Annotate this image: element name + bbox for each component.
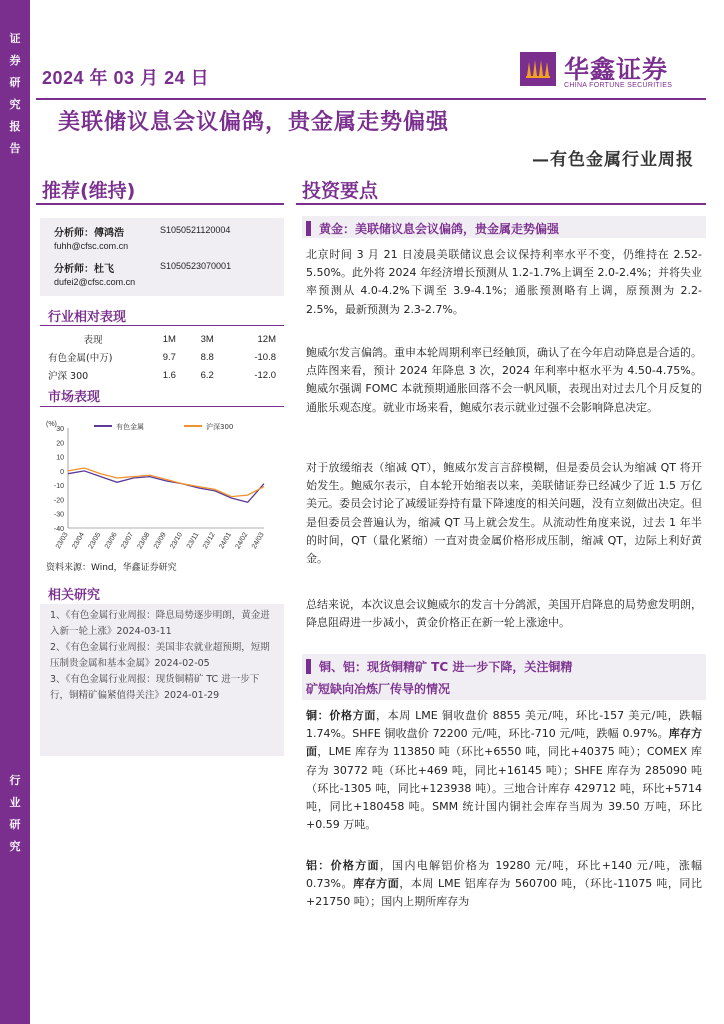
header-rule: [36, 98, 706, 100]
x-tick-label: 23/11: [185, 531, 201, 550]
table-cell: -12.0: [254, 369, 276, 381]
aluminum-stock-text: ，本周 LME 铝库存为 560700 吨，（环比-11075 吨，同比+21750 吨）；国内上期所库存为: [306, 877, 702, 909]
table-cell: 1.6: [162, 369, 176, 381]
related-item[interactable]: 2、《有色金属行业周报：美国非农就业超预期，短期压制贵金属和基本金属》2024-02-05: [50, 642, 270, 669]
related-heading: 相关研究: [48, 588, 101, 603]
report-title: 美联储议息会议偏鸽，贵金属走势偏强: [58, 110, 450, 135]
y-tick-label: 10: [56, 454, 64, 462]
table-cell: -10.8: [254, 351, 276, 363]
table-header: 表现: [83, 335, 103, 346]
table-cell: 沪深 300: [48, 371, 89, 382]
logo-text-cn: 华鑫证券: [564, 55, 669, 84]
legend-label: 有色金属: [116, 423, 144, 431]
x-tick-label: 23/08: [136, 531, 152, 551]
related-box: [40, 604, 284, 756]
y-tick-label: -40: [53, 526, 64, 533]
logo-mark-icon: [520, 52, 556, 86]
gold-paragraph: 总结来说，本次议息会议鲍威尔的发言十分鸽派，美国开启降息的局势愈发明朗，降息阻碍进一步减小，黄金价格正在新一轮上涨途中。: [306, 598, 702, 630]
aluminum-price-text: ，国内电解铝价格为 19280 元/吨，环比+140 元/吨，涨幅 0.73%。: [306, 859, 703, 891]
table-cell: 有色金属(中万): [48, 353, 113, 364]
copper-heading-line2: 矿短缺向冶炼厂传导的情况: [306, 682, 451, 696]
series-line-1: [68, 471, 264, 502]
copper-heading: [306, 658, 572, 675]
x-tick-label: 23/07: [120, 531, 136, 551]
report-date: 2024 年 03 月 24 日: [42, 68, 210, 88]
stock-label: 库存方面: [306, 727, 702, 759]
table-header: 3M: [200, 333, 214, 345]
analyst-email[interactable]: dufei2@cfsc.com.cn: [54, 277, 136, 287]
table-row: [48, 366, 276, 384]
y-tick-label: -30: [53, 511, 64, 519]
y-tick-label: -10: [53, 483, 64, 491]
x-tick-label: 24/01: [218, 531, 234, 551]
y-tick-label: 30: [56, 426, 64, 433]
report-subtitle: —有色金属行业周报: [532, 150, 694, 170]
section-bar: [306, 659, 311, 674]
perf-table: [48, 330, 276, 384]
related-item[interactable]: 1、《有色金属行业周报：降息局势逐步明朗，黄金进入新一轮上涨》2024-03-11: [50, 610, 270, 637]
x-tick-label: 23/05: [87, 531, 103, 551]
price-label: 价格方面: [330, 859, 380, 872]
gold-paragraph: 鲍威尔发言偏鸽。重申本轮周期利率已经触顶，确认了在今年启动降息是合适的。点阵图来看，预计 2024 年降息 3 次，2024 年利率中枢水平为 4.50-4.75%。鲍威尔强调 FOMC 本就预期通胀回落不会一帆风顺，表现出对过去几个月反复的通胀乐观态度。就业市场来看，鲍威尔表示就业过强不会影响降息决定。: [306, 346, 702, 414]
x-tick-label: 23/10: [169, 531, 185, 551]
chart-source: 资料来源：Wind，华鑫证券研究: [46, 563, 177, 573]
analyst-label: 分析师：: [54, 264, 94, 275]
stock-label: 库存方面: [353, 877, 400, 891]
y-tick-label: -20: [53, 497, 64, 505]
analyst-box: [40, 218, 284, 296]
y-tick-label: 0: [60, 468, 64, 476]
aluminum-paragraph: [306, 857, 702, 912]
x-tick-label: 24/03: [250, 531, 266, 551]
analyst-name: 傅鸿浩: [94, 228, 124, 239]
y-axis-label: (%): [46, 421, 57, 428]
market-chart-svg: [42, 418, 282, 554]
x-tick-label: 23/03: [54, 531, 70, 551]
table-cell: 6.2: [200, 369, 214, 381]
copper-label: 铜：: [306, 709, 330, 722]
table-cell: 9.7: [162, 351, 176, 363]
market-heading: 市场表现: [48, 390, 101, 405]
copper-price-text: ，本周 LME 铜收盘价 8855 美元/吨，环比-157 美元/吨，跌幅 1.74%。SHFE 铜收盘价 72200 元/吨，环比-710 元/吨，跌幅 0.97%。: [306, 709, 703, 741]
y-tick-label: 20: [56, 440, 64, 448]
market-chart: [42, 418, 282, 554]
copper-paragraph: [306, 707, 702, 834]
analyst-id: S1050521120004: [160, 225, 231, 235]
highlights-heading: 投资要点: [302, 180, 379, 202]
gold-heading: [306, 220, 559, 237]
x-tick-label: 23/04: [71, 531, 87, 551]
related-item[interactable]: 3、《有色金属行业周报：现货铜精矿 TC 进一步下行，铜精矿偏紧值得关注》2024-01-29: [50, 674, 260, 701]
company-logo: [520, 50, 700, 94]
logo-text-en: CHINA FORTUNE SECURITIES: [564, 82, 673, 89]
gold-paragraph: 对于放缓缩表（缩减 QT），鲍威尔发言言辞模糊，但是委员会认为缩减 QT 将开始发生。鲍威尔表示，自本轮开始缩表以来，美联储证券已经减少了近 1.5 万亿美元。委员会讨论了减缓证券持有量下降速度的相关问题，没有立刻做出决定。但是但委员会普遍认为，缩减 QT 马上就会发生。从流动性角度来说，过去 1 年半的时间，QT（量化紧缩）一直对贵金属价格形成压制，缩减 QT，边际上利好黄金。: [306, 461, 702, 566]
legend-label: 沪深300: [206, 423, 234, 431]
x-tick-label: 23/12: [201, 531, 217, 551]
table-header: 1M: [162, 333, 176, 345]
analyst-id: S1050523070001: [160, 261, 232, 271]
table-row: [48, 348, 276, 366]
rating: 推荐(维持): [42, 180, 136, 202]
x-tick-label: 24/02: [234, 531, 250, 551]
market-rule: [40, 406, 284, 407]
gold-heading-text: 黄金：美联储议息会议偏鸽，贵金属走势偏强: [319, 222, 560, 236]
analyst-email[interactable]: fuhh@cfsc.com.cn: [54, 241, 129, 251]
gold-paragraph: 北京时间 3 月 21 日凌晨美联储议息会议保持利率水平不变，仍维持在 2.52-5.50%。此外将 2024 年经济增长预测从 1.2-1.7%上调至 2.0-2.4%；并将失业率预测从 4.0-4.2%下调至 3.9-4.1%；通胀预测略有上调，原预测为 2.2-2.5%，最新预测为 2.3-2.7%。: [306, 248, 702, 316]
category-label: 行业研究: [9, 774, 21, 853]
perf-rule: [40, 325, 284, 326]
section-bar: [306, 221, 311, 236]
copper-heading-line1: 铜、铝：现货铜精矿 TC 进一步下降，关注铜精: [319, 660, 573, 674]
price-label: 价格方面: [329, 709, 376, 722]
x-tick-label: 23/06: [103, 531, 119, 551]
table-header: 12M: [257, 333, 276, 345]
table-cell: 8.8: [200, 351, 214, 363]
table-header-row: [48, 330, 276, 348]
series-line-2: [68, 468, 264, 497]
aluminum-label: 铝：: [306, 859, 331, 872]
perf-heading: 行业相对表现: [48, 310, 127, 325]
analyst-2: [54, 260, 114, 275]
copper-stock-text: ，LME 库存为 113850 吨（环比+6550 吨，同比+40375 吨）；COMEX 库存为 30772 吨（环比+469 吨，同比+16145 吨）；SHFE 库存为 285090 吨（环比-1305 吨，同比+123938 吨）。三地合计库存 429712 吨，环比+5714 吨，同比+180458 吨。SMM 统计国内铜社会库存当周为 39.50 万吨，环比+0.59 万吨。: [306, 745, 702, 832]
x-tick-label: 23/09: [152, 531, 168, 551]
left-section-rule: [36, 203, 284, 205]
right-section-rule: [296, 203, 706, 205]
report-type-label: 证券研究报告: [9, 32, 21, 155]
analyst-label: 分析师：: [54, 228, 94, 239]
analyst-name: 杜飞: [94, 264, 114, 275]
analyst-1: [54, 224, 124, 239]
